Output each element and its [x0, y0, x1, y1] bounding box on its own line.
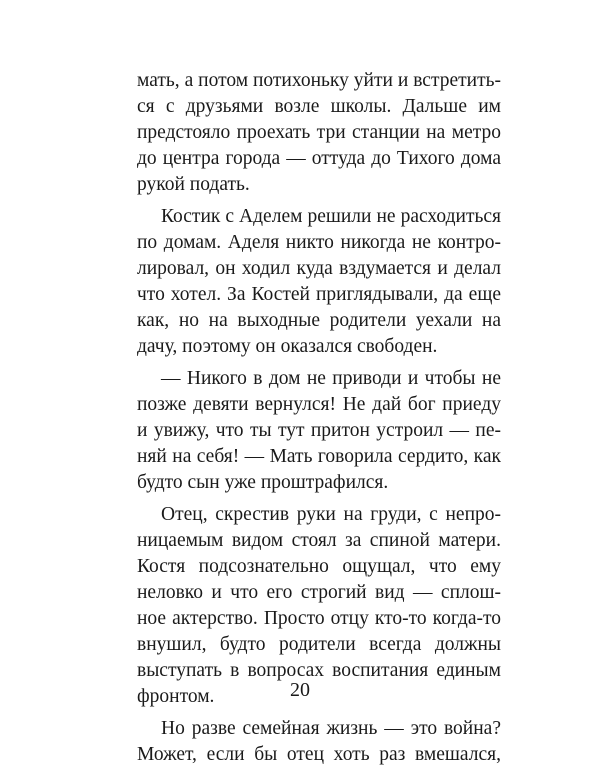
paragraph [137, 68, 501, 198]
text-line: ницаемым видом стоял за спиной матери. [137, 530, 501, 551]
text-line: по домам. Аделя никто никогда не контро- [137, 232, 501, 253]
text-line: как, но на выходные родители уехали на [137, 310, 501, 331]
text-line: и увижу, что ты тут притон устроил — пе- [137, 420, 501, 441]
text-line: — Никого в дом не приводи и чтобы не [161, 368, 501, 389]
body-text [137, 68, 501, 774]
text-line: Костя подсознательно ощущал, что ему [137, 556, 501, 577]
text-line: Но разве семейная жизнь — это война? [161, 718, 501, 739]
text-line: ное актерство. Просто отцу кто-то когда-то [137, 608, 501, 629]
text-line: няй на себя! — Мать говорила сердито, как [137, 446, 501, 467]
text-line: выступать в вопросах воспитания единым [137, 660, 501, 681]
text-line: Может, если бы отец хоть раз вмешался, [137, 744, 501, 765]
text-line: до центра города — оттуда до Тихого дома [137, 148, 501, 169]
paragraph [137, 366, 501, 496]
text-line: неловко и что его строгий вид — сплош- [137, 582, 501, 603]
page-number: 20 [290, 679, 310, 701]
text-line: Отец, скрестив руки на груди, с непро- [161, 504, 501, 525]
text-line: мать, а потом потихоньку уйти и встретить- [137, 70, 501, 91]
text-line: что хотел. За Костей приглядывали, да еще [137, 284, 501, 305]
text-line: лировал, он ходил куда вздумается и делал [137, 258, 501, 279]
text-line: Костик с Аделем решили не расходиться [161, 206, 501, 227]
text-line: ся с друзьями возле школы. Дальше им [137, 96, 501, 117]
text-line: рукой подать. [137, 174, 250, 195]
text-line: будто сын уже проштрафился. [137, 472, 389, 493]
text-line: дачу, поэтому он оказался свободен. [137, 336, 438, 357]
paragraph [137, 204, 501, 360]
text-line: фронтом. [137, 686, 215, 707]
text-line: внушил, будто родители всегда должны [137, 634, 501, 655]
paragraph [137, 716, 501, 768]
text-line: предстояло проехать три станции на метро [137, 122, 501, 143]
text-line: позже девяти вернулся! Не дай бог приеду [137, 394, 501, 415]
